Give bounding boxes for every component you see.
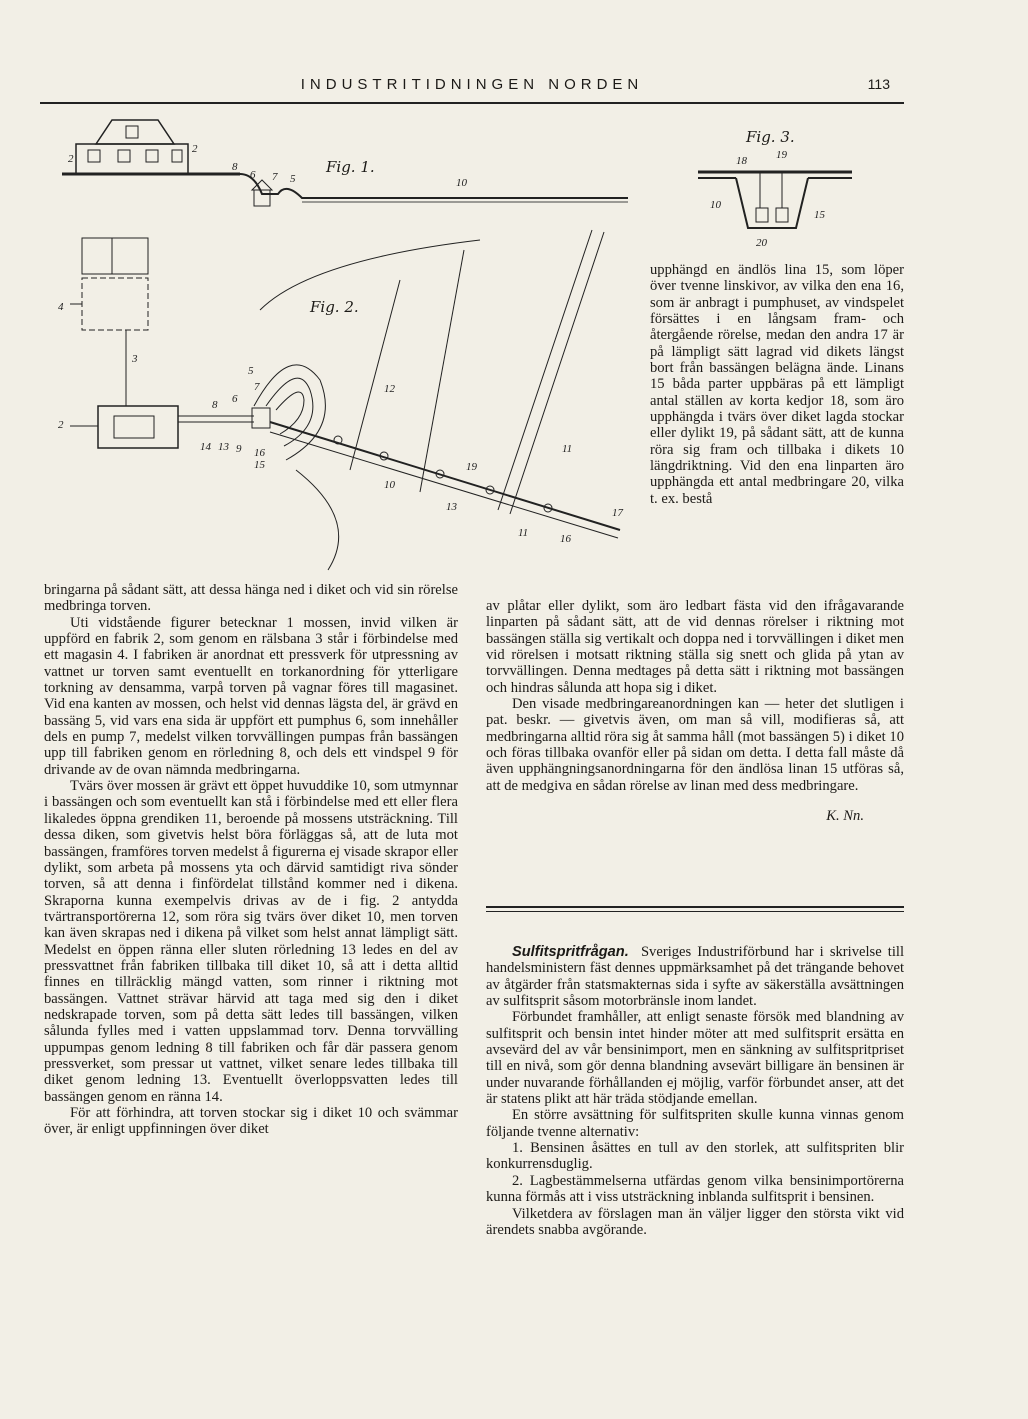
paragraph: Förbundet framhåller, att enligt senaste försök med blandning av sulfitsprit och bensin intet hinder möter att med sulfitsprit ersätta en avsevärd del av vår bensinimport, men en sänkning av sulfitspritpriset till en nivå, som gör denna blandning avsevärt billigare än bensinen är under nuvarande förhållanden ej möjlig, varför förbundet anser, att det är statens plikt att här träda stödjande emellan. xyxy=(486,1009,904,1108)
right-column-middle xyxy=(486,598,904,824)
fig2-label: 17 xyxy=(612,507,623,519)
left-column xyxy=(44,582,458,1138)
fig2-label: 16 xyxy=(560,533,571,545)
fig2-label: 13 xyxy=(218,441,229,453)
fig2-label: 5 xyxy=(248,365,254,377)
intro-text: Sveriges Industriförbund har i skrivelse till handelsministern fäst dennes uppmärksamhet på det trängande behovet av åtgärder från statsmakternas sida i syfte av säkerställa avsättningen av sulfitsprit såsom motorbränsle inom landet. xyxy=(486,944,905,1010)
fig2-label: 16 xyxy=(254,447,265,459)
fig1-label: 5 xyxy=(290,173,296,185)
fig2-label: 8 xyxy=(212,399,218,411)
fig3-label: 10 xyxy=(710,199,721,211)
fig3-caption: Fig. 3. xyxy=(746,128,795,146)
paragraph: För att förhindra, att torven stockar sig i diket 10 och svämmar över, är enligt uppfinningen över diket xyxy=(44,1105,458,1138)
fig2-label: 12 xyxy=(384,383,395,395)
fig2-label: 2 xyxy=(58,419,64,431)
running-header xyxy=(40,76,904,104)
paragraph: Tvärs över mossen är grävt ett öppet huvuddike 10, som utmynnar i bassängen och som eventuellt kan stå i förbindelse med ett eller flera likaledes öppna grendiken 11, beroende på mossens utsträckning. Till dessa diken, som givetvis helst böra förläggas så, att de luta mot bassängen, framföres torven medelst å figurerna ej visade skrapor eller dylikt, som arbeta på mossens yta och därvid samtidigt riva sönder torven, så att denna i finfördelat tillstånd kommer ned i dikena. Skraporna kunna exempelvis drivas av de i fig. 2 antydda tvärtransportörerna 12, som röra sig tvärs över diket 10, men torven kan även skrapas ned i dikena på vilket som helst annat lämpligt sätt. Medelst en öppen ränna eller sluten rörledning 13 ledes en del av pressvattnet från fabriken tillbaka till diket 10, så att i detta alltid finnes en tillräcklig mängd vatten, som rinner i riktning mot bassängen. Vattnet strävar härvid att taga med sig den i diket nedskrapade torven, som på detta sätt ledes till bassängen, vilken sålunda fylles med i vatten uppslammad torv. Denna torvvälling uppumpas genom ledning 8 till fabriken och får där passera genom pressverket, som pressar ut vattnet, vilket senare ledes tillbaka till diket genom ledning 13. Eventuellt överloppsvatten ledes till bassängen genom en ränna 14. xyxy=(44,778,458,1105)
fig3-label: 19 xyxy=(776,149,787,161)
article-heading: Sulfitspritfrågan. xyxy=(512,944,629,960)
fig2-label: 15 xyxy=(254,459,265,471)
figure-3 xyxy=(690,148,860,248)
list-item: 2. Lagbestämmelserna utfärdas genom vilka bensinimportörerna kunna förmås att i viss utsträckning inblanda sulfitsprit i bensinen. xyxy=(486,1172,904,1206)
fig2-label: 14 xyxy=(200,441,211,453)
fig2-caption: Fig. 2. xyxy=(310,298,359,316)
fig2-label: 10 xyxy=(384,479,395,491)
fig2-label: 13 xyxy=(446,501,457,513)
fig2-label: 11 xyxy=(518,527,529,539)
fig1-label: 2 xyxy=(68,153,74,165)
fig2-label: 11 xyxy=(562,443,573,455)
fig2-label: 7 xyxy=(254,381,260,393)
fig2-label: 19 xyxy=(466,461,477,473)
journal-title: INDUSTRITIDNINGEN NORDEN xyxy=(300,76,644,93)
page-number: 113 xyxy=(867,76,890,92)
fig1-label: 2 xyxy=(192,143,198,155)
fig3-labels xyxy=(710,149,826,248)
fig3-label: 20 xyxy=(756,237,767,248)
right-column-top xyxy=(650,262,904,507)
fig2-label: 4 xyxy=(58,301,64,313)
paragraph: Vilketdera av förslagen man än väljer ligger den största vikt vid ärendets snabba avgörande. xyxy=(486,1205,904,1238)
paragraph: Uti vidstående figurer betecknar 1 mossen, invid vilken är uppförd en fabrik 2, som genom en rälsbana 3 står i förbindelse med ett magasin 4. I fabriken är anordnat ett pressverk för utpressning av vattnet ur torven samt eventuellt en torkanordning för ytterligare torkning av densamma, varpå torven på vagnar föres till magasinet. Vid ena kanten av mossen, och helst vid dennas lägsta del, är grävd en bassäng 5, vid vars ena sida är uppfört ett pumphus 6, som innehåller dels en pump 7, medelst vilken torvvällingen pumpas från bassängen upp till fabriken genom en rörledning 8, och dels ett vindspel 9 för drivande av de ovan nämnda medbringarna. xyxy=(44,614,458,778)
paragraph: bringarna på sådant sätt, att dessa hänga ned i diket och vid sin rörelse medbringa torven. xyxy=(44,582,458,615)
fig1-label: 7 xyxy=(272,171,278,183)
fig1-label: 10 xyxy=(456,177,467,189)
paragraph: Den visade medbringareanordningen kan — heter det slutligen i pat. beskr. — givetvis även, om man så vill, modifieras så, att medbringarna alltid röra sig åt samma håll (mot bassängen 5) i diket 10 och föras tillbaka ovanför eller på sidan om detta. I detta fall måste då även upphängningsanordningarna för den ändlösa linan 15 utföras så, att de medgiva en sådan rörelse av linan med dess medbringare. xyxy=(486,696,904,794)
fig3-label: 18 xyxy=(736,155,747,167)
paragraph: upphängd en ändlös lina 15, som löper över tvenne linskivor, av vilka den ena 16, som är anbragt i pumphuset, av vindspelet försättes i en långsam fram- och återgående rörelse, medan den andra 17 är på lämpligt sätt lagrad vid dikets längst bort från bassängen belägna ände. Linans 15 båda parter uppbäras på ett lämpligt antal ställen av korta kedjor 18, som äro upphängda i tvärs över diket lagda stockar eller dylikt 19, på sådant sätt, att de kunna röra sig fram och tillbaka i dikets 10 längdriktning. Vid den ena linparten äro upphängda ett antal medbringare 20, vilka t. ex. bestå xyxy=(650,262,904,507)
fig2-label: 9 xyxy=(236,443,242,455)
list-item: 1. Bensinen åsättes en tull av den storlek, att sulfitspriten blir konkurrensduglig. xyxy=(486,1140,904,1173)
section-divider xyxy=(486,906,904,912)
signature: K. Nn. xyxy=(826,808,864,825)
paragraph: av plåtar eller dylikt, som äro ledbart fästa vid den ifrågavarande linparten på sådant sätt, att de vid dennas rörelser i riktning mot bassängen ställa sig vertikalt och doppa ned i torvvällingen i diket men vid rörelsen i motsatt riktning ställa sig snett och glida på ytan av torvvällingen. Denna medtages på detta sätt i riktning mot bassängen och hindras sålunda att hopa sig i diket. xyxy=(486,598,904,696)
paragraph: En större avsättning för sulfitspriten skulle kunna vinnas genom följande tvenne alternativ: xyxy=(486,1107,904,1140)
fig2-label: 3 xyxy=(132,353,138,365)
fig1-caption: Fig. 1. xyxy=(326,158,375,176)
fig2-label: 6 xyxy=(232,393,238,405)
fig3-label: 15 xyxy=(814,209,825,221)
article-sulfitspritfragan xyxy=(486,944,904,1238)
fig1-label: 6 xyxy=(250,169,256,181)
fig1-label: 8 xyxy=(232,161,238,173)
figure-2 xyxy=(40,220,640,590)
article-intro xyxy=(486,944,904,1009)
fig2-labels xyxy=(58,301,624,545)
